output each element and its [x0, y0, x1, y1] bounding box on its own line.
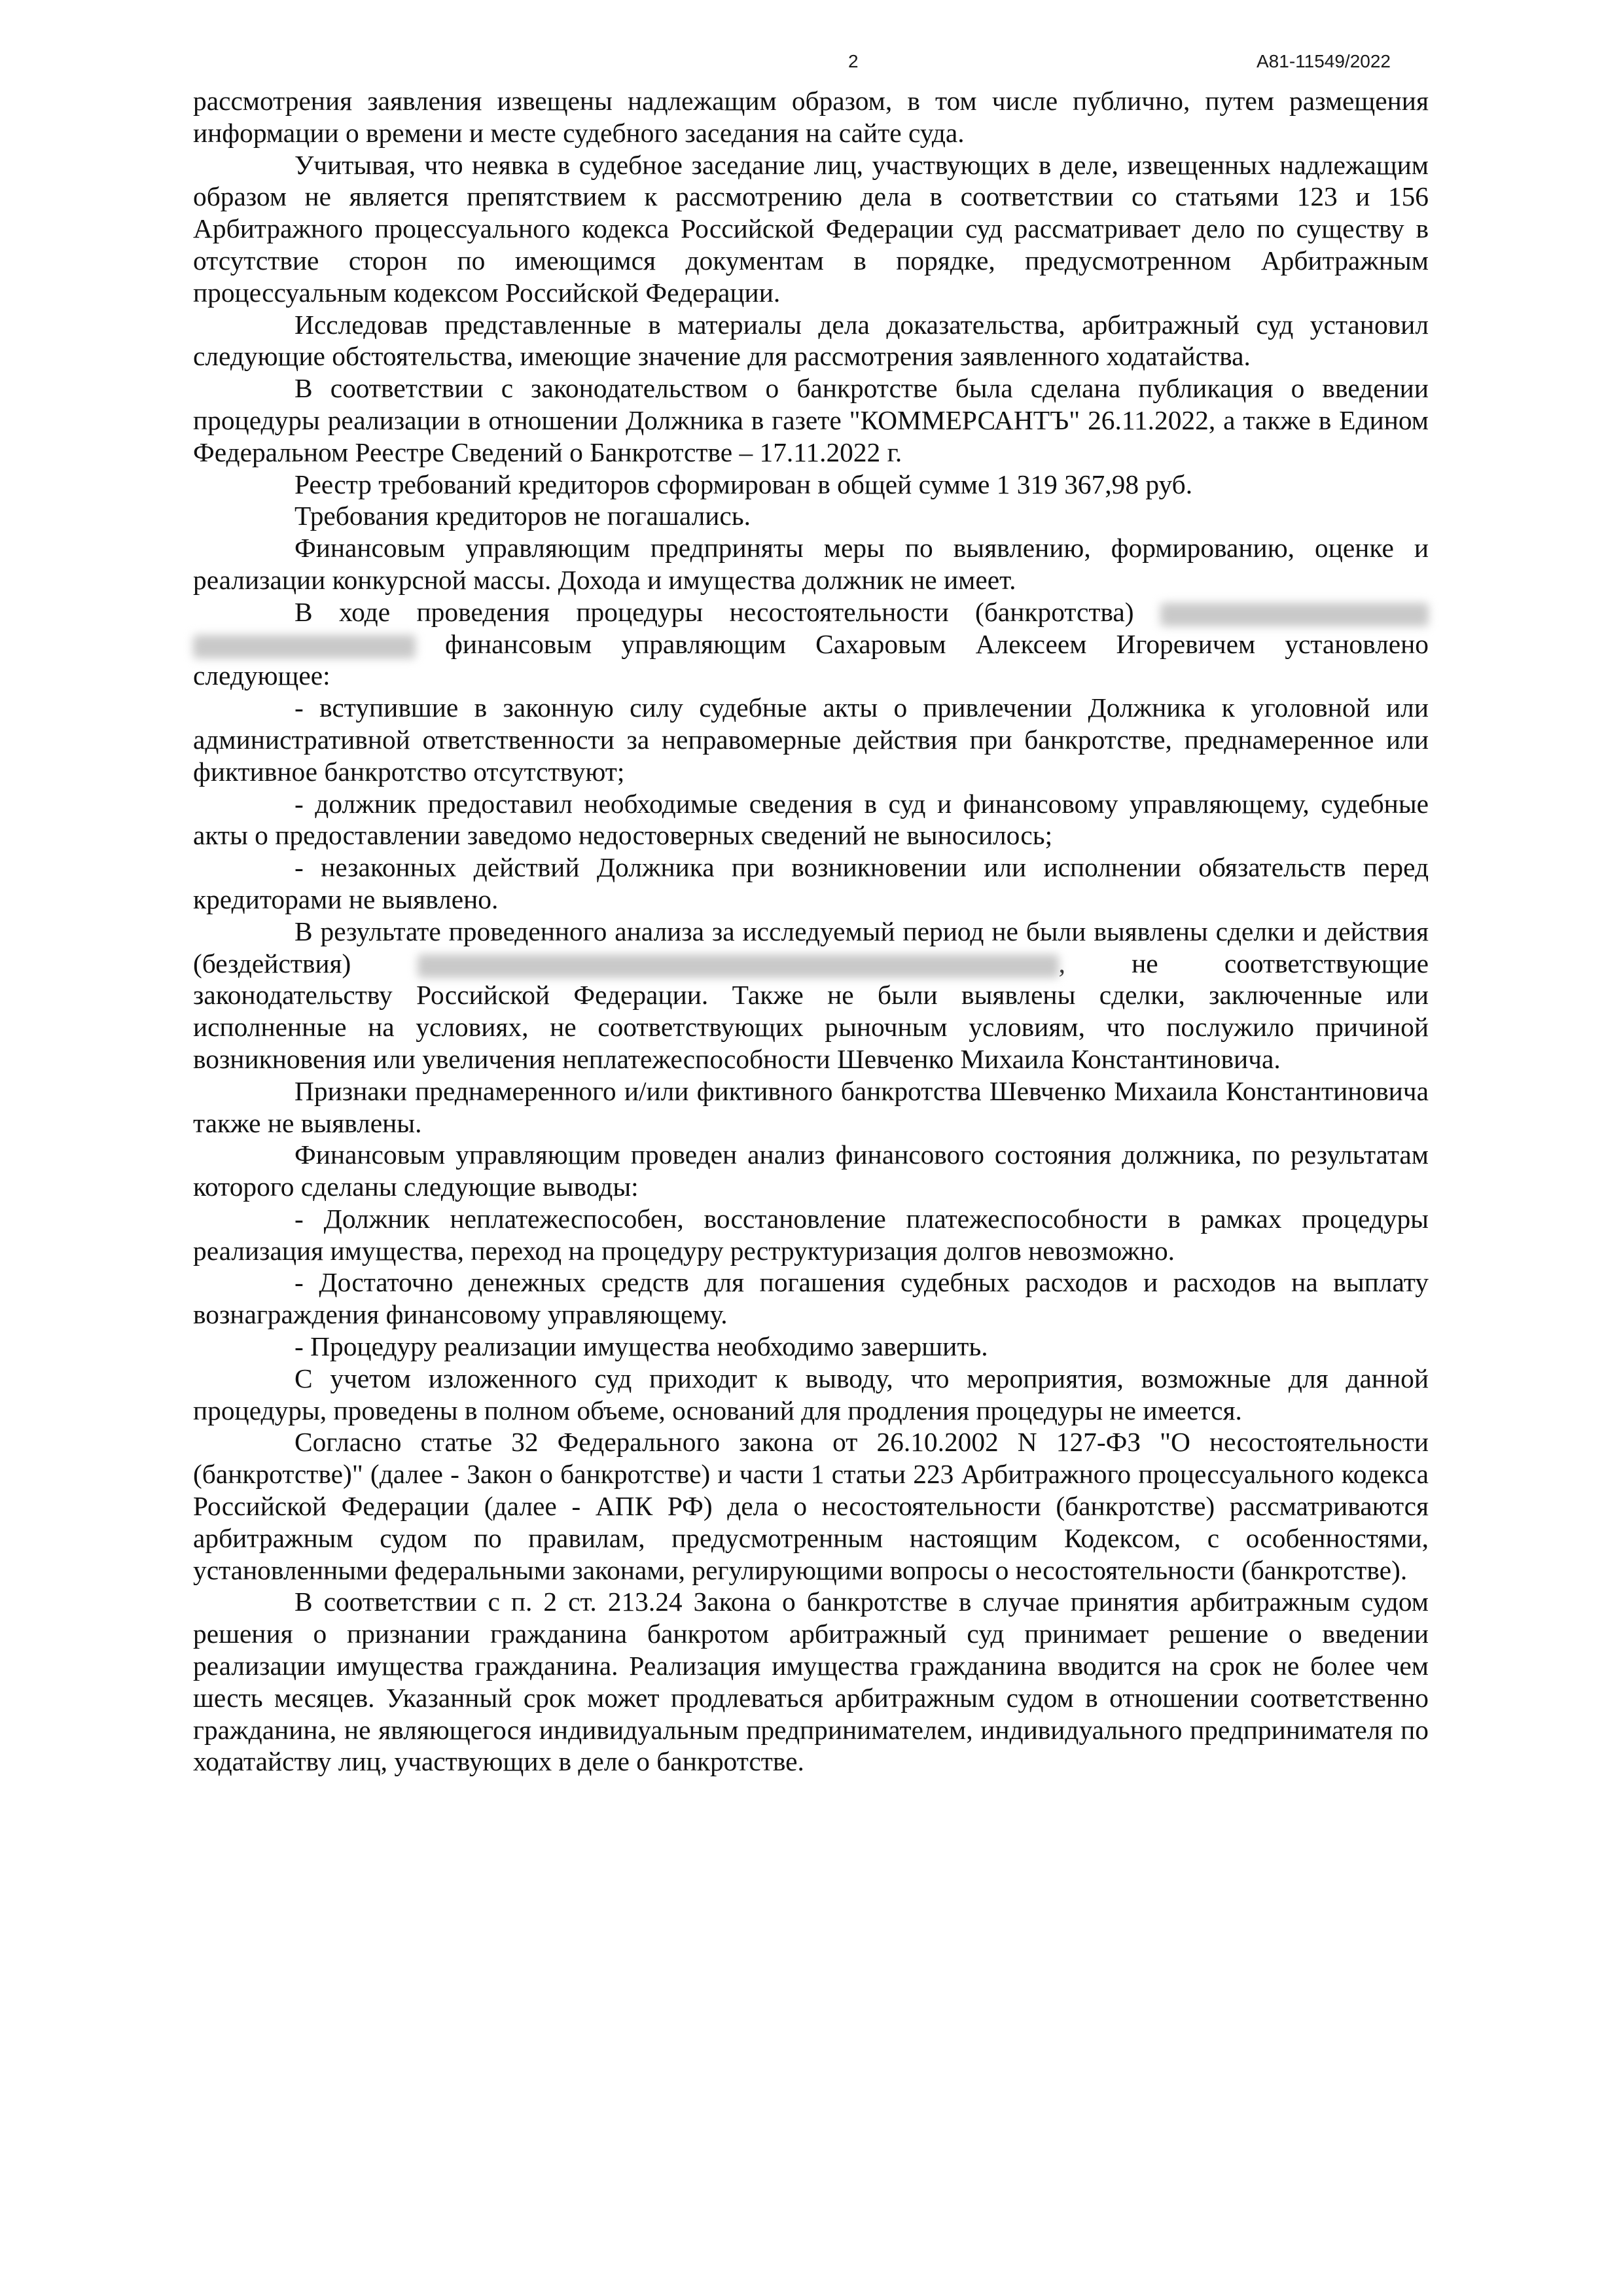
- paragraph-text: , не соответствующие законодательству Российской Федерации. Также не были выявлены сделки, заключенные или исполненные на условиях, не соответствующих рыночным условиям, что послужило причиной возникновения или увеличения неплатежеспособности Шевченко Михаила Константиновича.: [193, 948, 1429, 1074]
- paragraph: Согласно статье 32 Федерального закона от 26.10.2002 N 127-ФЗ "О несостоятельности (банкротстве)" (далее - Закон о банкротстве) и части 1 статьи 223 Арбитражного процессуального кодекса Российской Федерации (далее - АПК РФ) дела о несостоятельности (банкротстве) рассматриваются арбитражным судом по правилам, предусмотренным настоящим Кодексом, с особенностями, установленными федеральными законами, регулирующими вопросы о несостоятельности (банкротстве).: [193, 1427, 1429, 1585]
- paragraph-text: В результате проведенного анализа за исследуемый период не были выявлены сделки и действия (бездействия): [193, 916, 1429, 978]
- paragraph: - должник предоставил необходимые сведения в суд и финансовому управляющему, судебные акты о предоставлении заведомо недостоверных сведений не выносилось;: [193, 788, 1429, 851]
- redacted-name: [193, 635, 416, 658]
- paragraph-text: В ходе проведения процедуры несостоятельности (банкротства): [294, 596, 1160, 627]
- paragraph: Реестр требований кредиторов сформирован в общей сумме 1 319 367,98 руб.: [294, 469, 1193, 499]
- paragraph: - Процедуру реализации имущества необходимо завершить.: [294, 1331, 988, 1362]
- redacted-name: [1160, 603, 1429, 626]
- paragraph: Исследовав представленные в материалы дела доказательства, арбитражный суд установил следующие обстоятельства, имеющие значение для рассмотрения заявленного ходатайства.: [193, 309, 1429, 372]
- paragraph: - незаконных действий Должника при возникновении или исполнении обязательств перед кредиторами не выявлено.: [193, 852, 1429, 914]
- paragraph: Финансовым управляющим проведен анализ финансового состояния должника, по результатам которого сделаны следующие выводы:: [193, 1139, 1429, 1202]
- page-number: 2: [848, 51, 859, 71]
- paragraph: С учетом изложенного суд приходит к выводу, что мероприятия, возможные для данной процедуры, проведены в полном объеме, оснований для продления процедуры не имеется.: [193, 1363, 1429, 1426]
- redacted-name: [418, 954, 1059, 978]
- paragraph-text: финансовым управляющим Сахаровым Алексеем Игоревичем установлено следующее:: [193, 628, 1429, 691]
- paragraph: Финансовым управляющим предприняты меры по выявлению, формированию, оценке и реализации конкурсной массы. Дохода и имущества должник не имеет.: [193, 533, 1429, 595]
- case-number: А81-11549/2022: [1257, 51, 1391, 71]
- paragraph: - Достаточно денежных средств для погашения судебных расходов и расходов на выплату вознаграждения финансовому управляющему.: [193, 1267, 1429, 1330]
- paragraph: Требования кредиторов не погашались.: [294, 501, 751, 531]
- paragraph: рассмотрения заявления извещены надлежащим образом, в том числе публично, путем размещения информации о времени и месте судебного заседания на сайте суда.: [193, 86, 1429, 148]
- paragraph: Учитывая, что неявка в судебное заседание лиц, участвующих в деле, извещенных надлежащим образом не является препятствием к рассмотрению дела в соответствии со статьями 123 и 156 Арбитражного процессуального кодекса Российской Федерации суд рассматривает дело по существу в отсутствие сторон по имеющимся документам в порядке, предусмотренном Арбитражным процессуальным кодексом Российской Федерации.: [193, 149, 1429, 308]
- paragraph: [193, 916, 1429, 1075]
- paragraph: - вступившие в законную силу судебные акты о привлечении Должника к уголовной или административной ответственности за неправомерные действия при банкротстве, преднамеренное или фиктивное банкротство отсутствуют;: [193, 692, 1429, 787]
- paragraph: Признаки преднамеренного и/или фиктивного банкротства Шевченко Михаила Константиновича также не выявлены.: [193, 1075, 1429, 1138]
- paragraph: В соответствии с п. 2 ст. 213.24 Закона о банкротстве в случае принятия арбитражным судом решения о признании гражданина банкротом арбитражный суд принимает решение о введении реализации имущества гражданина. Реализация имущества гражданина вводится на срок не более чем шесть месяцев. Указанный срок может продлеваться арбитражным судом в отношении соответственно гражданина, не являющегося индивидуальным предпринимателем, индивидуального предпринимателя по ходатайству лиц, участвующих в деле о банкротстве.: [193, 1587, 1429, 1777]
- paragraph: В соответствии с законодательством о банкротстве была сделана публикация о введении процедуры реализации в отношении Должника в газете "КОММЕРСАНТЪ" 26.11.2022, а также в Едином Федеральном Реестре Сведений о Банкротстве – 17.11.2022 г.: [193, 373, 1429, 467]
- paragraph: - Должник неплатежеспособен, восстановление платежеспособности в рамках процедуры реализация имущества, переход на процедуру реструктуризация долгов невозможно.: [193, 1203, 1429, 1266]
- document-body: [193, 85, 1429, 1778]
- paragraph: [193, 596, 1429, 692]
